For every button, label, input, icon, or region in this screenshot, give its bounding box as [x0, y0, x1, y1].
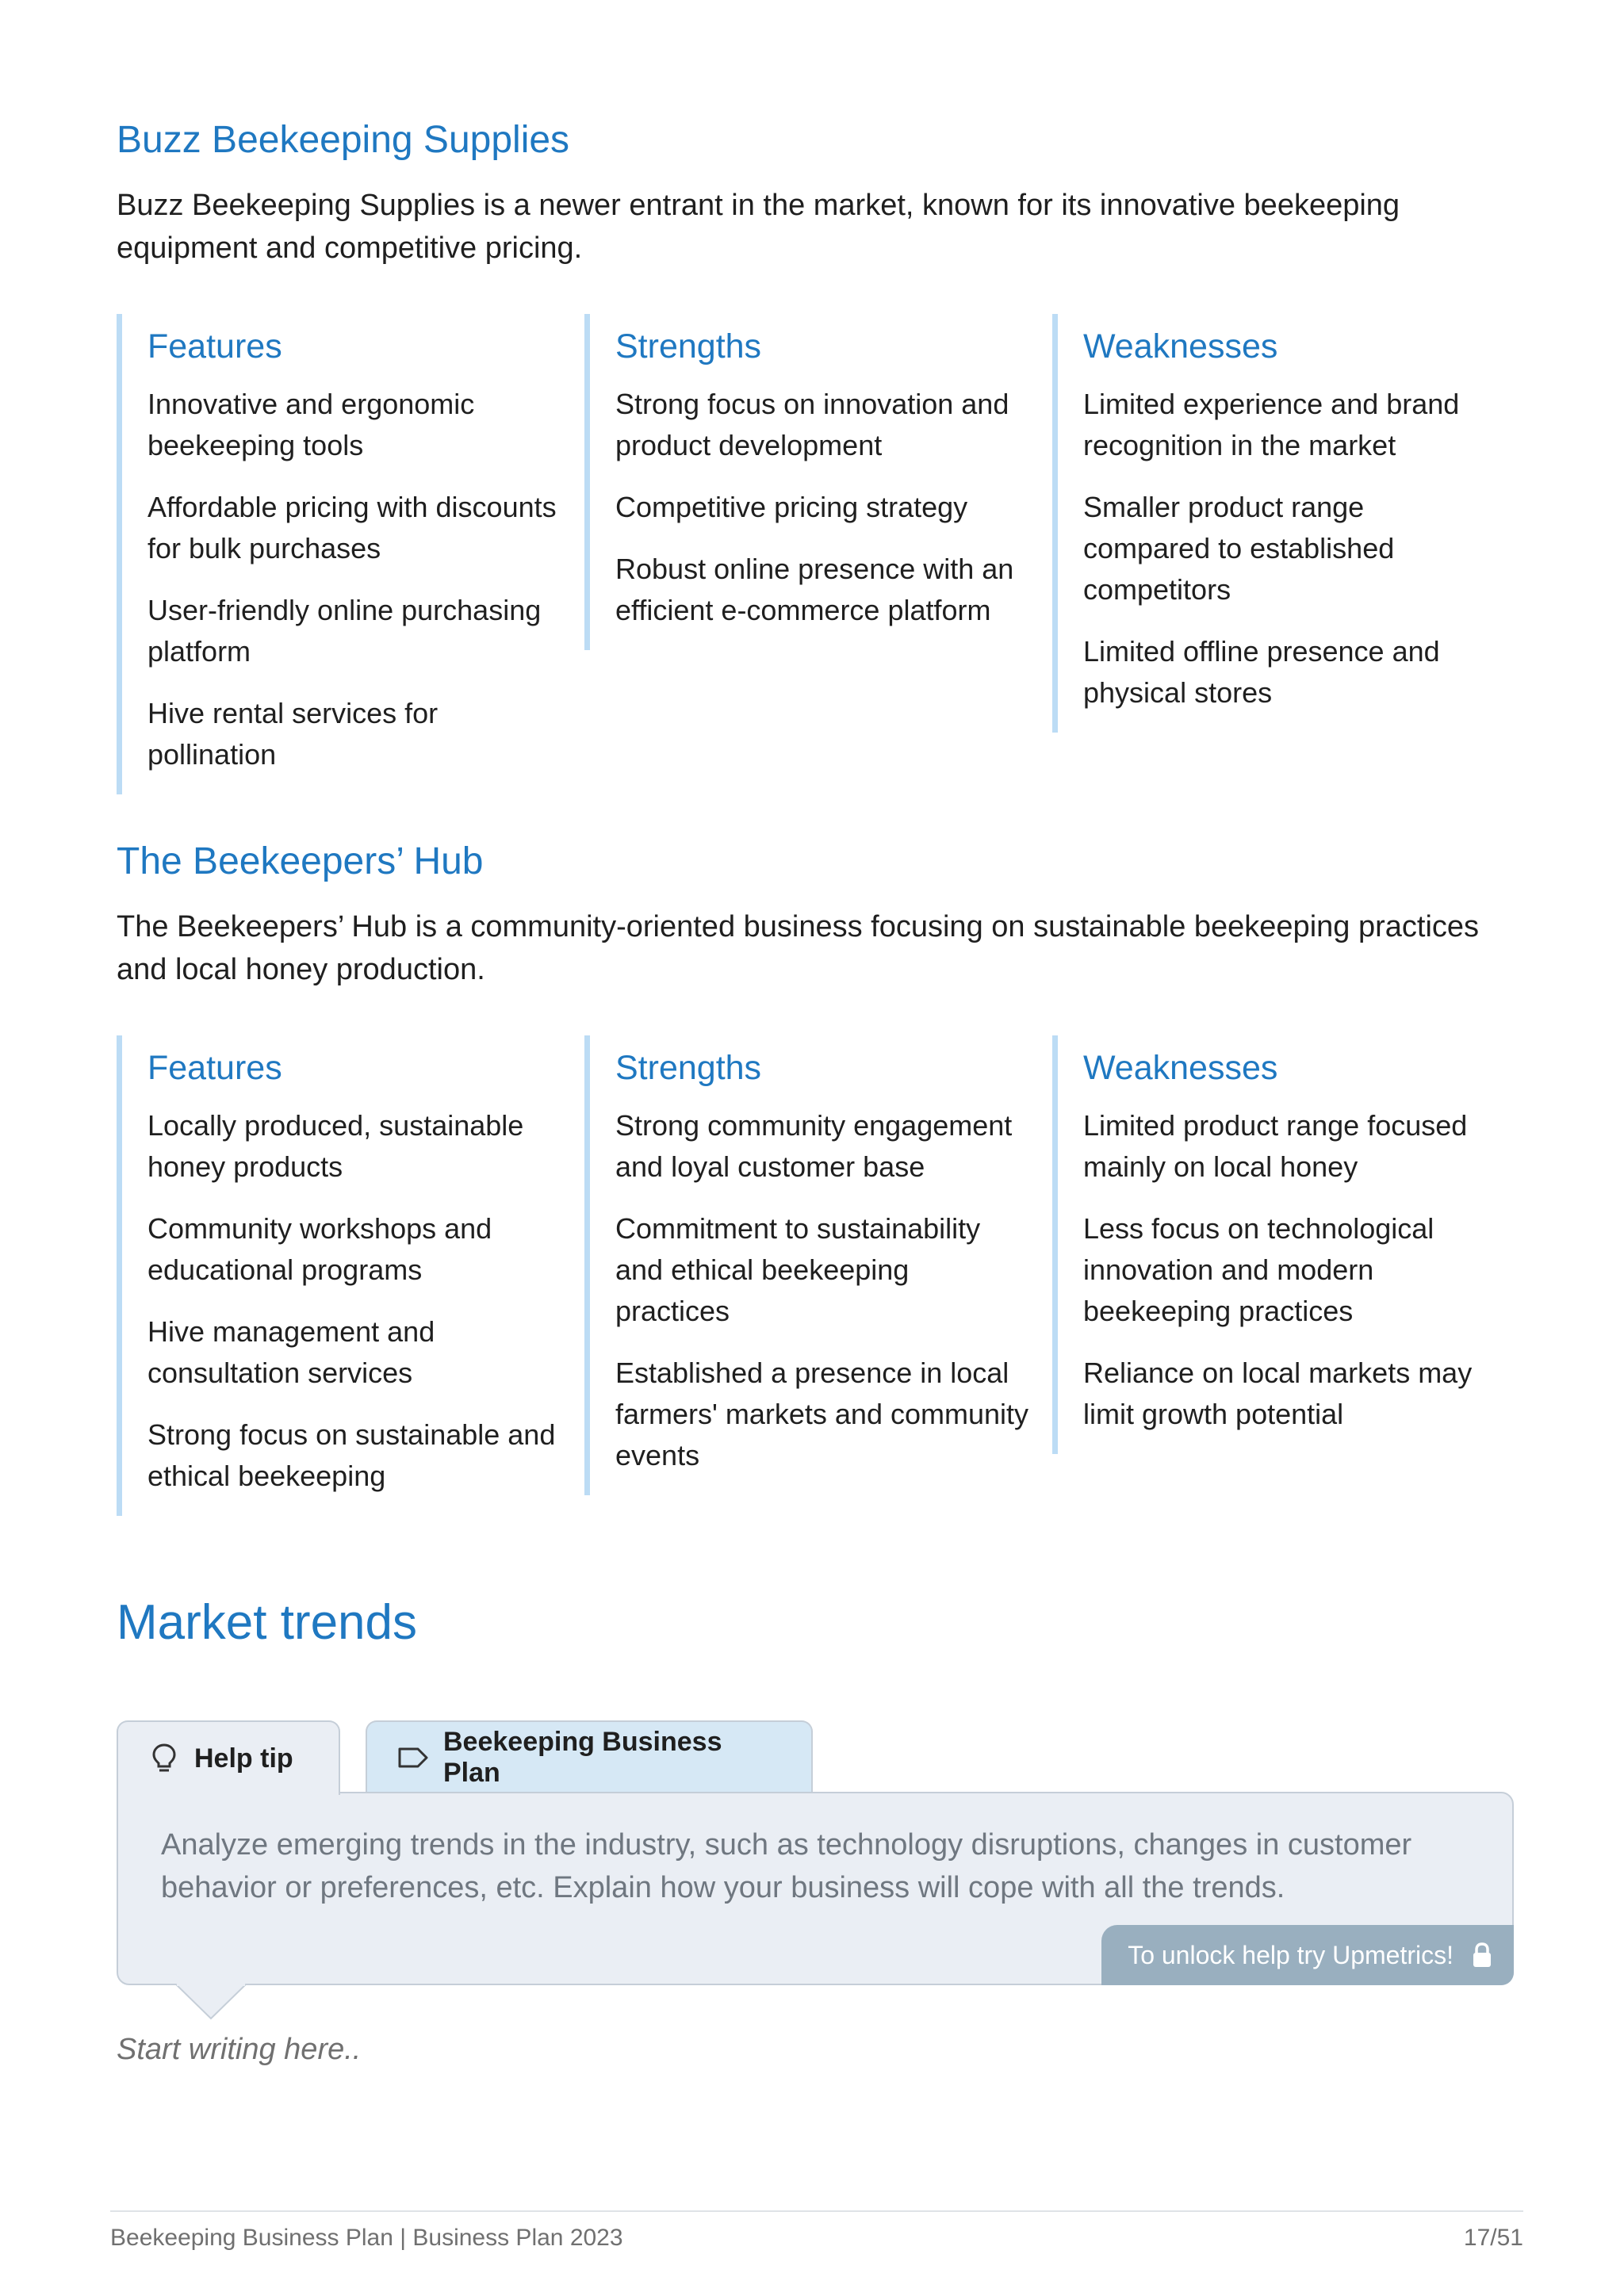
weaknesses-heading: Weaknesses — [1083, 327, 1278, 365]
list-item: User-friendly online purchasing platform — [147, 593, 542, 668]
unlock-label: To unlock help try Upmetrics! — [1128, 1940, 1454, 1969]
competitor-intro: Buzz Beekeeping Supplies is a newer entrant in the market, known for its innovative beekeeping equipment and competitive pricing. — [117, 189, 1400, 265]
list-item: Competitive pricing strategy — [615, 490, 968, 523]
tab-help-label: Help tip — [194, 1743, 293, 1774]
features-list — [147, 1105, 561, 1497]
weaknesses-column — [1052, 1035, 1520, 1454]
competitor-title: Buzz Beekeeping Supplies — [117, 119, 570, 161]
list-item: Hive management and consultation services — [147, 1314, 435, 1389]
weaknesses-heading: Weaknesses — [1083, 1049, 1278, 1087]
features-column — [117, 314, 584, 794]
strengths-list — [615, 384, 1028, 631]
features-heading: Features — [147, 1049, 282, 1087]
list-item: Established a presence in local farmers' markets and community events — [615, 1356, 1029, 1471]
features-list — [147, 384, 561, 775]
market-trends-title: Market trends — [117, 1595, 418, 1650]
list-item: Smaller product range compared to established competitors — [1083, 490, 1395, 606]
footer-divider — [110, 2210, 1523, 2212]
strengths-heading: Strengths — [615, 1049, 762, 1087]
competitor-title: The Beekeepers’ Hub — [117, 840, 484, 882]
writing-placeholder[interactable]: Start writing here.. — [117, 2033, 362, 2066]
list-item: Limited product range focused mainly on local honey — [1083, 1108, 1468, 1183]
list-item: Hive rental services for pollination — [147, 696, 439, 771]
list-item: Strong focus on sustainable and ethical beekeeping — [147, 1418, 556, 1492]
help-tabs — [117, 1720, 813, 1793]
features-column — [117, 1035, 584, 1516]
list-item: Robust online presence with an efficient e-commerce platform — [615, 552, 1014, 626]
strengths-list — [615, 1105, 1028, 1476]
list-item: Strong community engagement and loyal customer base — [615, 1108, 1013, 1183]
list-item: Limited experience and brand recognition in the market — [1083, 387, 1460, 461]
list-item: Less focus on technological innovation and modern beekeeping practices — [1083, 1211, 1434, 1327]
tag-icon — [397, 1742, 429, 1774]
strengths-column — [584, 314, 1052, 650]
competitor-intro: The Beekeepers’ Hub is a community-oriented business focusing on sustainable beekeeping practices and local honey production. — [117, 910, 1480, 986]
weaknesses-list — [1083, 384, 1496, 714]
lock-icon — [1468, 1939, 1496, 1971]
weaknesses-list — [1083, 1105, 1496, 1435]
competitor-columns — [117, 314, 1520, 794]
list-item: Strong focus on innovation and product development — [615, 387, 1009, 461]
features-heading: Features — [147, 327, 282, 365]
list-item: Affordable pricing with discounts for bulk purchases — [147, 490, 557, 564]
list-item: Innovative and ergonomic beekeeping tools — [147, 387, 475, 461]
list-item: Community workshops and educational programs — [147, 1211, 492, 1286]
list-item: Commitment to sustainability and ethical beekeeping practices — [615, 1211, 981, 1327]
list-item: Locally produced, sustainable honey products — [147, 1108, 524, 1183]
competitor-columns — [117, 1035, 1520, 1516]
unlock-help-button[interactable] — [1101, 1925, 1514, 1985]
lightbulb-icon — [148, 1743, 180, 1774]
tab-plan-label: Beekeeping Business Plan — [443, 1727, 722, 1788]
footer-page-number: 17/51 — [1463, 2225, 1523, 2251]
tab-business-plan[interactable] — [366, 1720, 813, 1793]
strengths-heading: Strengths — [615, 327, 762, 365]
strengths-column — [584, 1035, 1052, 1495]
footer-document-title: Beekeeping Business Plan | Business Plan 2023 — [110, 2225, 623, 2251]
tab-help-tip[interactable] — [117, 1720, 340, 1795]
weaknesses-column — [1052, 314, 1520, 733]
help-tip-box — [117, 1792, 1514, 1985]
help-tip-text: Analyze emerging trends in the industry, such as technology disruptions, changes in customer behavior or preferences, etc. Explain how your business will cope with all the trends. — [161, 1828, 1412, 1904]
list-item: Limited offline presence and physical stores — [1083, 634, 1440, 709]
list-item: Reliance on local markets may limit growth potential — [1083, 1356, 1473, 1430]
